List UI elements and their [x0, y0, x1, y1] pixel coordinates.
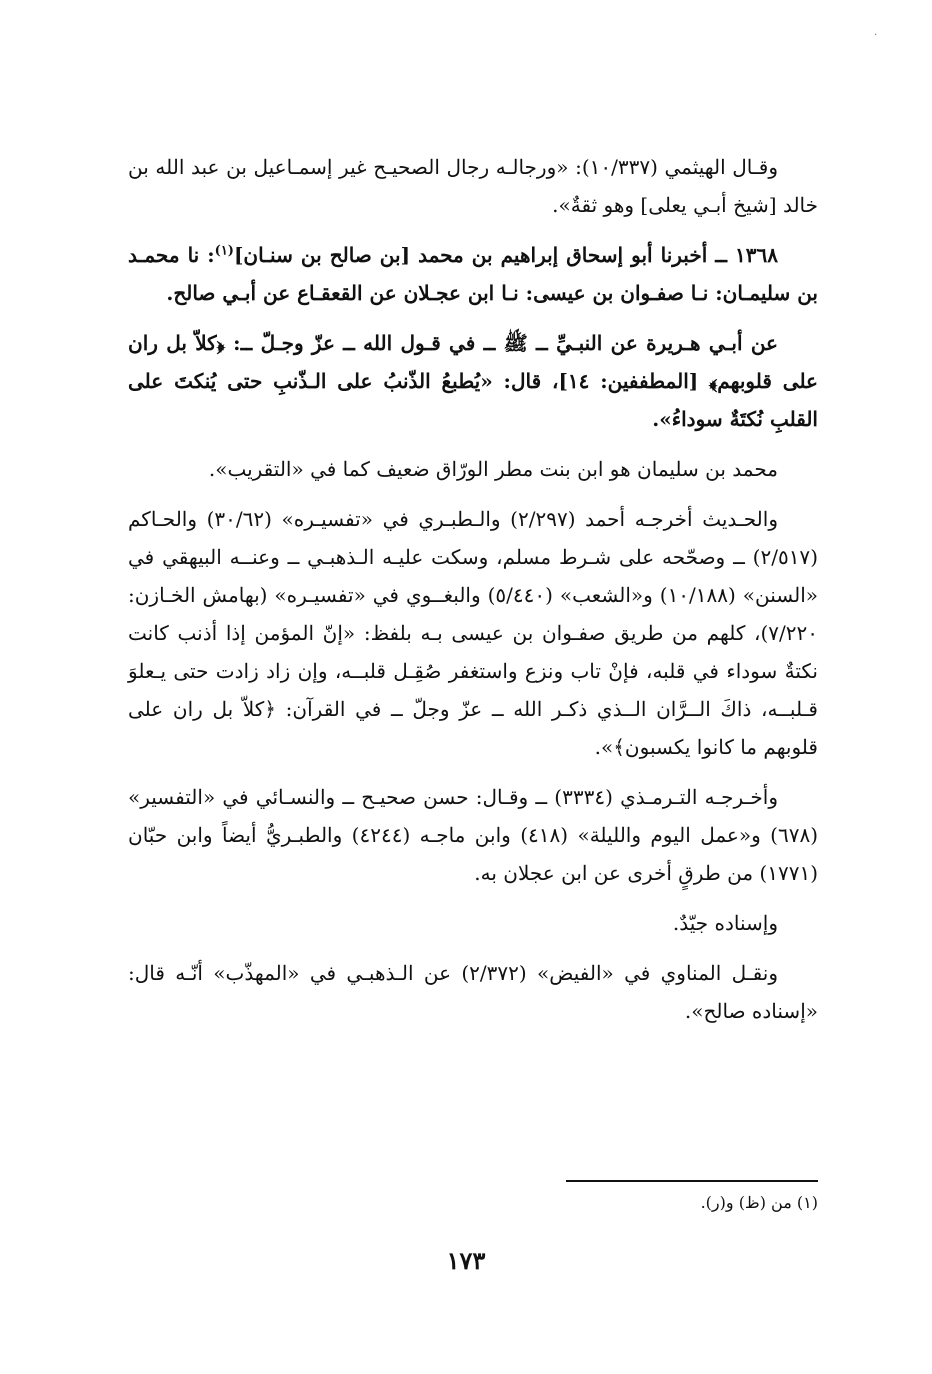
paragraph-hadith-chain: [128, 236, 818, 312]
paragraph-isnad-grade: وإسناده جيّدٌ.: [672, 911, 778, 935]
hadith-chain-text-continued: : نا محمـد بن سليمـان: نـا صفـوان بن عيسى: نـا ابن عجـلان عن القعقـاع عن أبـي صالح.: [128, 243, 818, 305]
paragraph-haythami: وقـال الهيثمي (١٠/٣٣٧): «ورجالـه رجال الصحيـح غير إسمـاعيل بن عبد الله بن خالد [شيخ أبـي يعلى] وهو ثقةٌ».: [128, 155, 818, 217]
hadith-chain-text: ١٣٦٨ ــ أخبرنا أبو إسحاق إبراهيم بن محمد [بن صالح بن سنـان]: [233, 243, 779, 267]
paragraph-takhrij-ahmad: والحـديث أخرجـه أحمد (٢/٢٩٧) والـطبـري في «تفسيـره» (٣٠/٦٢) والحـاكم (٢/٥١٧) ــ وصحّحه على شـرط مسلم، وسكت عليـه الـذهبـي ــ وعنــه البيهقي في «السنن» (١٠/١٨٨) و«الشعب» (٥/٤٤٠) والبغــوي في «تفسيـره» (بهامش الخـازن: ٧/٢٢٠)، كلهم من طريق صفـوان بن عيسى بـه بلفظ: «إنّ المؤمن إذا أذنب كانت نكتةٌ سوداء في قلبه، فإنْ تاب ونزع واستغفر صُقِـل قلبــه، وإن زاد زادت حتى يـعلوَ قـلبــه، ذاكَ الــرَّان الــذي ذكـر الله ــ عزّ وجلّ ــ في القرآن: ﴿كلاّ بل ران على قلوبهم ما كانوا يكسبون﴾».: [128, 507, 818, 759]
page-number: ١٧٣: [446, 1246, 486, 1275]
paragraph-hadith-matn: عن أبـي هـريرة عن النبـيِّ ــ ﷺ ــ في قـول الله ــ عزّ وجـلّ ــ: ﴿كلاّ بل ران على قلوبهم﴾ [المطففين: ١٤]، قال: «يُطبعُ الذّنبُ على الـذّنبِ حتى يُنكتَ على القلبِ نُكتَةٌ سوداءُ».: [128, 331, 818, 431]
footnote-reference: (١): [214, 243, 234, 259]
footnote: [400, 1190, 818, 1216]
paragraph-munawi: ونقـل المناوي في «الفيض» (٢/٣٧٢) عن الـذهبـي في «المهذّب» أنّـه قال: «إسناده صالح».: [128, 961, 818, 1023]
paragraph-narrator-note: محمد بن سليمان هو ابن بنت مطر الورّاق ضعيف كما في «التقريب».: [208, 457, 778, 481]
footnote-divider: [566, 1180, 818, 1182]
footnote-marker: (١): [796, 1193, 818, 1212]
scan-speck: ·: [874, 30, 878, 41]
footnote-text: من (ظ) و(ر).: [700, 1193, 792, 1212]
paragraph-takhrij-tirmidhi: وأخـرجـه التـرمـذي (٣٣٣٤) ــ وقـال: حسن صحيـح ــ والنسـائي في «التفسير» (٦٧٨) و«عمل اليوم والليلة» (٤١٨) وابن ماجـه (٤٢٤٤) والطبـريُّ أيضاً وابن حبّان (١٧٧١) من طرقٍ أخرى عن ابن عجلان به.: [128, 785, 818, 885]
main-text: [128, 148, 818, 1042]
